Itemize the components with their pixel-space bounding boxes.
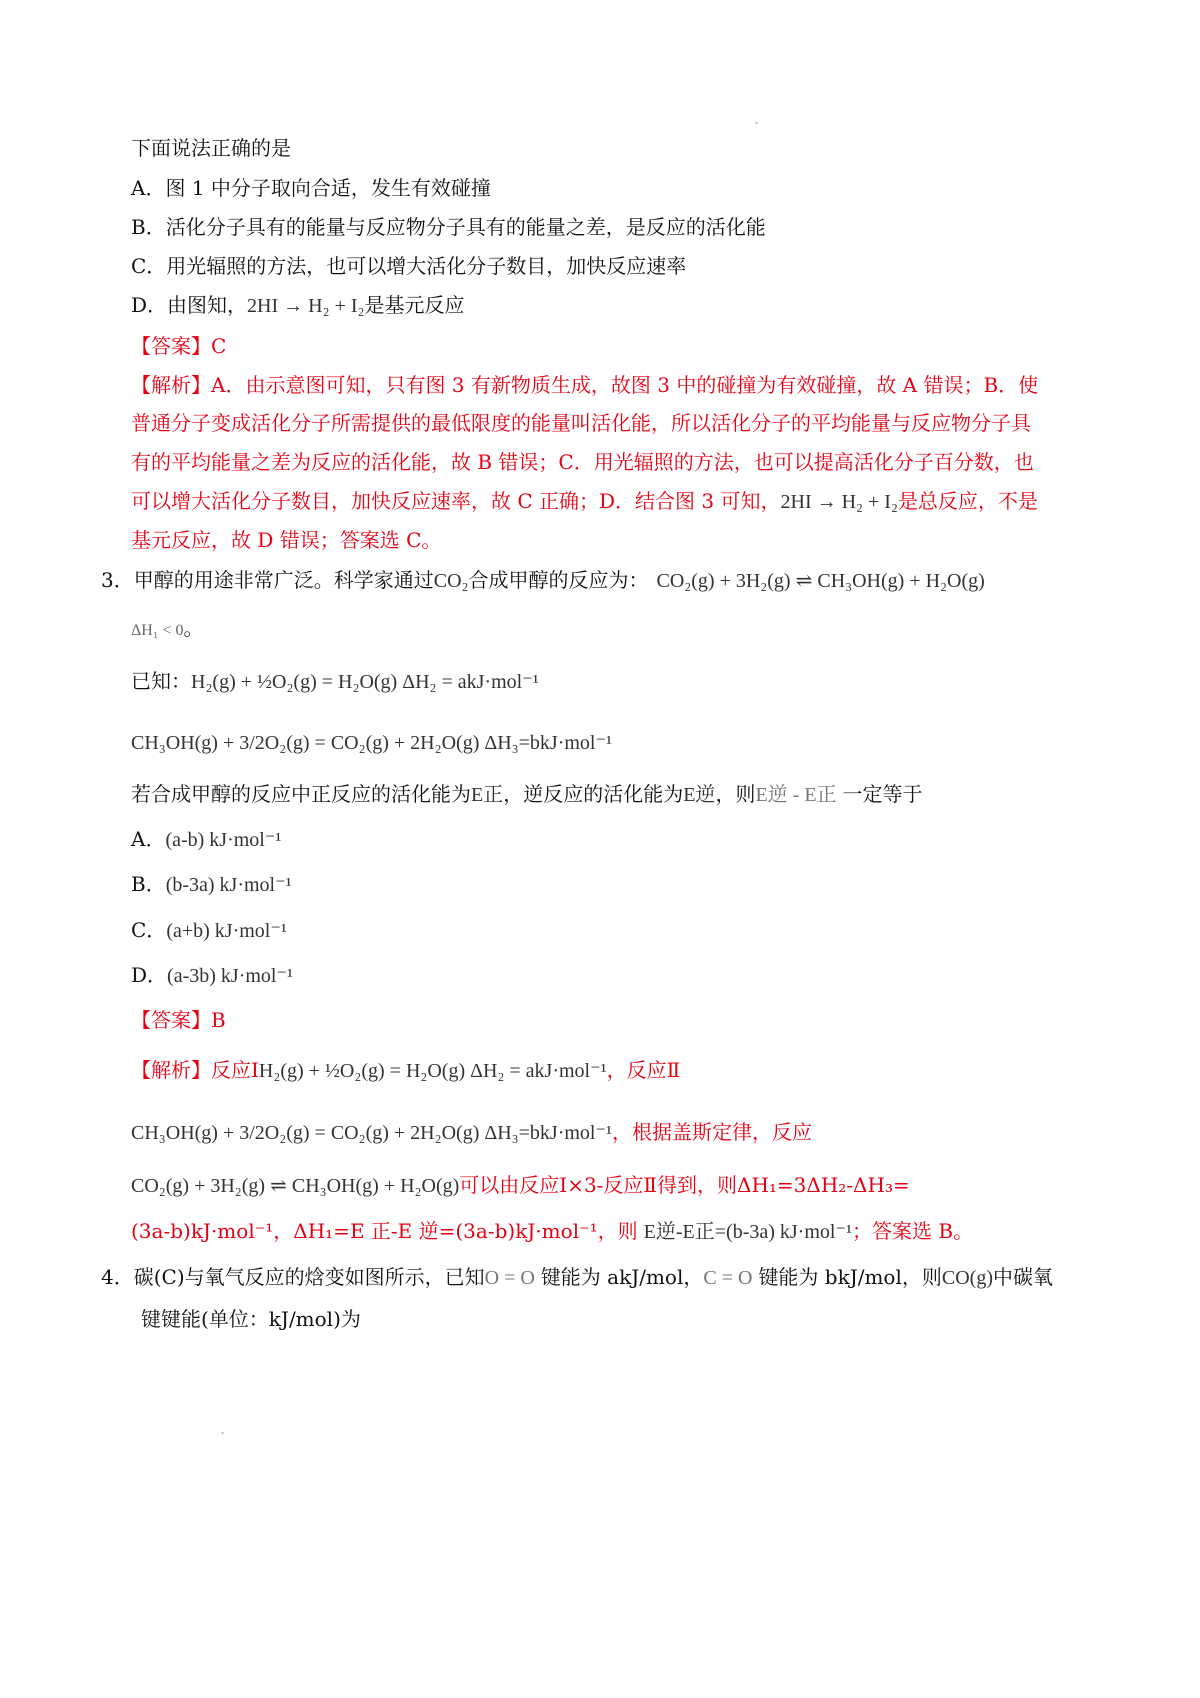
q3-condition-prefix: 若合成甲醇的反应中正反应的活化能为 [131,782,471,806]
q3-analysis-l4-suffix: ；答案选 B。 [852,1219,974,1243]
scan-speck [755,122,758,124]
q3-condition-suffix: 一定等于 [842,782,923,806]
q2-option-b: B．活化分子具有的能量与反应物分子具有的能量之差，是反应的活化能 [131,215,766,239]
q3-option-c [131,917,287,944]
q3-dh1-end: 。 [183,616,204,640]
q3-option-c-label: C． [131,918,167,942]
q3-analysis-line-1 [131,1057,680,1084]
q3-analysis-l2-suffix: ，根据盖斯定律，反应 [612,1120,813,1144]
q3-analysis-line-4 [131,1218,973,1245]
q3-option-a-label: A． [131,827,166,851]
q3-condition-mid: ，逆反应的活化能为 [503,782,684,806]
q3-answer: 【答案】B [131,1008,226,1032]
q2-analysis-line-4-prefix: 可以增大活化分子数目，加快反应速率，故 C 正确；D．结合图 3 可知， [131,489,781,513]
q4-stem-mid2: 键能为 bkJ/mol，则 [758,1265,942,1289]
q3-option-d-formula: (a-3b) kJ·mol⁻¹ [167,965,294,987]
q4-stem-mid1: 键能为 akJ/mol， [540,1265,704,1289]
q3-stem [101,567,985,594]
q4-co-gas: CO(g) [941,1267,993,1289]
q2-analysis-line-4-suffix: 是总反应，不是 [897,489,1038,513]
q3-option-b-label: B． [131,872,166,896]
q3-condition-mid2: ，则 [715,782,756,806]
q3-analysis-l1-formula: H₂(g) + ½O₂(g) = H₂O(g) ΔH₂ = akJ·mol⁻¹ [258,1060,607,1082]
q3-stem-mid: 合成甲醇的反应为： [468,568,649,592]
q3-option-d-label: D． [131,963,168,987]
q3-stem-prefix: 3．甲醇的用途非常广泛。科学家通过 [101,568,434,592]
q2-analysis-line-5: 基元反应，故 D 错误；答案选 C。 [131,528,442,552]
q3-known-label: 已知： [131,669,191,693]
q3-analysis-line-3 [131,1172,910,1199]
q3-option-a-formula: (a-b) kJ·mol⁻¹ [165,829,282,851]
q3-option-b [131,871,292,898]
q3-dh1-formula: ΔH₁ < 0 [131,622,184,639]
q3-analysis-l4-formula: E逆-E正=(b-3a) kJ·mol⁻¹ [643,1221,853,1243]
q2-analysis-formula: 2HI → H₂ + I₂ [780,491,898,513]
q3-analysis-l4-prefix: (3a-b)kJ·mol⁻¹，ΔH₁=E 正-E 逆=(3a-b)kJ·mol⁻¹，则 [131,1219,638,1243]
q2-analysis-line-1: 【解析】A．由示意图可知，只有图 3 有新物质生成，故图 3 中的碰撞为有效碰撞，故 A 错误；B．使 [131,373,1039,397]
q2-option-d-suffix: 是基元反应 [364,293,465,317]
q3-analysis-l1-prefix: 【解析】反应Ⅰ [131,1058,259,1082]
q4-co-bond: C = O [703,1267,753,1289]
q3-e-difference: E逆 - E正 [755,784,837,806]
q3-option-d [131,962,293,989]
q2-option-a: A．图 1 中分子取向合适，发生有效碰撞 [131,176,491,200]
q2-stem: 下面说法正确的是 [131,136,291,160]
q3-analysis-l1-suffix: ，反应Ⅱ [606,1058,681,1082]
q3-known-eq2: CH₃OH(g) + 3/2O₂(g) = CO₂(g) + 2H₂O(g) ΔH₃=bkJ·mol⁻¹ [131,732,613,754]
q3-known-1 [131,668,539,695]
q3-option-b-formula: (b-3a) kJ·mol⁻¹ [165,874,292,896]
q3-dh1 [131,615,203,644]
q3-analysis-l3-formula: CO₂(g) + 3H₂(g) ⇌ CH₃OH(g) + H₂O(g) [131,1175,460,1197]
q3-co2: CO₂ [433,570,469,592]
q4-stem-prefix: 4．碳(C)与氧气反应的焓变如图所示，已知 [101,1265,485,1289]
scan-speck [221,1432,224,1434]
q2-analysis-line-2: 普通分子变成活化分子所需提供的最低限度的能量叫活化能，所以活化分子的平均能量与反应物分子具 [131,411,1031,435]
q3-analysis-l2-formula: CH₃OH(g) + 3/2O₂(g) = CO₂(g) + 2H₂O(g) ΔH₃=bkJ·mol⁻¹ [131,1122,613,1144]
q3-known-eq1: H₂(g) + ½O₂(g) = H₂O(g) ΔH₂ = akJ·mol⁻¹ [191,671,539,693]
q2-option-d [131,292,464,319]
q3-known-2 [131,729,612,756]
q3-analysis-l3-suffix: 可以由反应Ⅰ×3-反应Ⅱ得到，则ΔH₁=3ΔH₂-ΔH₃= [459,1173,910,1197]
q2-analysis-line-4 [131,488,1038,515]
q2-answer: 【答案】C [131,334,227,358]
q3-condition [131,781,923,808]
q2-option-d-prefix: D．由图知， [131,293,248,317]
q3-e-forward: E正 [471,784,504,806]
q3-analysis-line-2 [131,1119,812,1146]
q4-stem-suffix: 中碳氧 [992,1265,1053,1289]
q2-analysis-line-3: 有的平均能量之差为反应的活化能，故 B 错误；C．用光辐照的方法，也可以提高活化分子百分数，也 [131,450,1034,474]
q3-option-c-formula: (a+b) kJ·mol⁻¹ [166,920,287,942]
q4-stem-line-2: 键键能(单位：kJ/mol)为 [141,1307,361,1331]
q4-stem-line-1 [101,1264,1053,1291]
q3-option-a [131,826,281,853]
q2-option-c: C．用光辐照的方法，也可以增大活化分子数目，加快反应速率 [131,254,687,278]
q3-e-reverse: E逆 [683,784,716,806]
q3-main-reaction: CO₂(g) + 3H₂(g) ⇌ CH₃OH(g) + H₂O(g) [656,570,985,592]
q2-option-d-formula: 2HI → H₂ + I₂ [247,295,365,317]
q4-oo-bond: O = O [484,1267,535,1289]
